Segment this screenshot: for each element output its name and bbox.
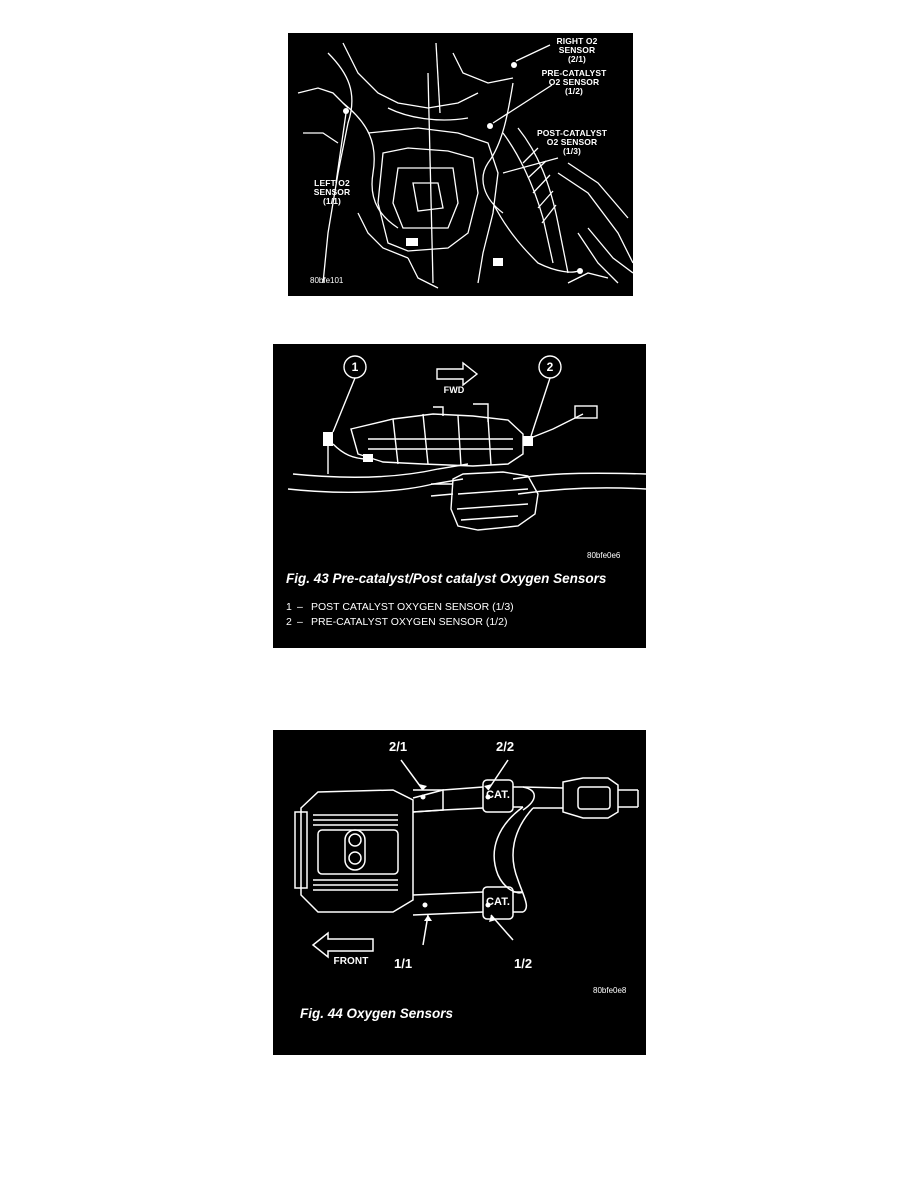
figure-code: 80bfe101 [310, 276, 344, 285]
label-left-o2-sensor: LEFT O2 SENSOR (1/1) [313, 178, 351, 206]
fwd-label: FWD [443, 385, 465, 395]
figure-code: 80bfe0e8 [593, 986, 627, 995]
cat-bottom-label: CAT. [485, 896, 511, 908]
figure-code: 80bfe0e6 [587, 551, 621, 560]
cat-top-label: CAT. [485, 789, 511, 801]
front-label: FRONT [333, 956, 369, 967]
callout-2: 2 [546, 360, 554, 374]
callout-1: 1 [351, 360, 359, 374]
figure-caption: Fig. 43 Pre-catalyst/Post catalyst Oxygen Sensors [286, 571, 607, 586]
legend-item: 1 – POST CATALYST OXYGEN SENSOR (1/3) [286, 601, 514, 613]
legend-item: 2 – PRE-CATALYST OXYGEN SENSOR (1/2) [286, 616, 508, 628]
figure-caption: Fig. 44 Oxygen Sensors [300, 1006, 454, 1021]
fig-43-pre-post-catalyst-sensors [273, 344, 646, 648]
label-post-catalyst-o2-sensor: POST-CATALYST O2 SENSOR (1/3) [536, 128, 608, 156]
label-sensor-2-2: 2/2 [496, 739, 515, 754]
label-sensor-1-1: 1/1 [394, 956, 413, 971]
label-sensor-1-2: 1/2 [514, 956, 533, 971]
label-sensor-2-1: 2/1 [389, 739, 408, 754]
legend [286, 600, 514, 630]
engine-bay-o2-sensor-illustration [288, 33, 633, 296]
fig-44-oxygen-sensors [273, 730, 646, 1055]
label-right-o2-sensor: RIGHT O2 SENSOR (2/1) [556, 36, 598, 64]
label-pre-catalyst-o2-sensor: PRE-CATALYST O2 SENSOR (1/2) [541, 68, 607, 96]
